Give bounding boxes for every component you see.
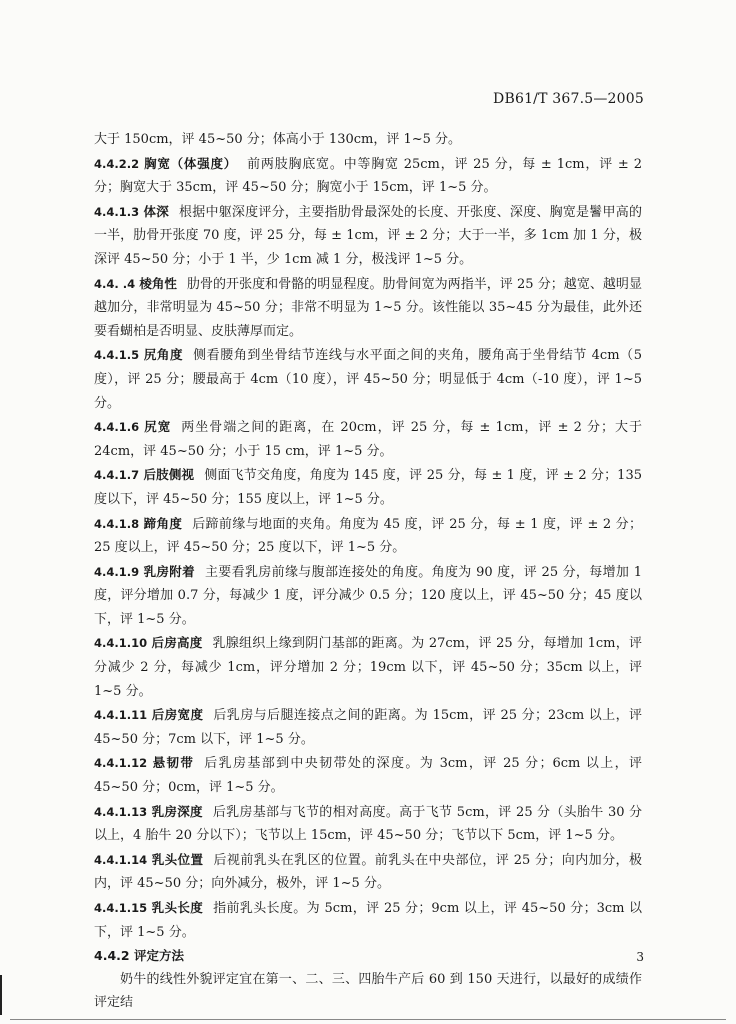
clause-4-4-1-3 [94, 200, 642, 272]
standard-code-header: DB61/T 367.5—2005 [493, 91, 644, 107]
page-number: 3 [636, 950, 644, 964]
clause-number: 4.4.1.10 [94, 636, 148, 651]
clause-number: 4.4.2.2 [94, 156, 140, 171]
clause-number: 4.4.1.9 [94, 564, 140, 579]
clause-4-4-1-10 [94, 631, 642, 703]
closing-text: 奶牛的线性外貌评定宜在第一、二、三、四胎牛产后 60 到 150 天进行，以最好的成绩作评定结 [94, 971, 642, 1011]
clause-title: 尻宽 [144, 419, 172, 435]
clause-4-4-1-15 [94, 896, 642, 944]
clause-text: 指前乳头长度。为 5cm，评 25 分；9cm 以上，评 45~50 分；3cm 以下，评 1~5 分。 [94, 901, 642, 940]
clause-4-4-1-8 [94, 512, 642, 560]
clause-title: 乳头位置 [151, 851, 204, 867]
clause-text: 后蹄前缘与地面的夹角。角度为 45 度，评 25 分，每 ± 1 度，评 ± 2 分；25 度以上，评 45~50 分；25 度以下，评 1~5 分。 [94, 516, 642, 556]
clause-title: 乳头长度 [151, 900, 204, 915]
clause-number: 4.4.1.8 [94, 516, 140, 531]
clause-title: 后房宽度 [151, 707, 204, 723]
clause-number: 4.4.1.15 [94, 901, 148, 915]
clause-4-4-1-5 [94, 343, 642, 415]
clause-number: 4.4.1.7 [94, 468, 140, 483]
clause-title: 尻角度 [143, 347, 184, 363]
clause-4-4-1-12 [94, 751, 642, 799]
clause-4-4-1-6 [94, 415, 642, 463]
clause-4-4-1-9 [94, 560, 642, 632]
clause-text: 后乳房基部到中央韧带处的深度。为 3cm，评 25 分；6cm 以上，评 45~50 分；0cm，评 1~5 分。 [94, 756, 642, 796]
clause-4-4-1-14 [94, 848, 642, 896]
clause-title: 悬韧带 [152, 755, 195, 771]
clause-4-4-2-2 [94, 152, 642, 200]
clause-title: 蹄角度 [143, 515, 183, 531]
clause-number: 4.4.1.12 [94, 756, 148, 771]
closing-paragraph [94, 968, 642, 1015]
clause-number: 4.4. .4 [94, 276, 136, 291]
document-body [94, 128, 642, 1015]
clause-4-4-1-11 [94, 703, 642, 751]
clause-text: 侧看腰角到坐骨结节连线与水平面之间的夹角，腰角高于坐骨结节 4cm（5 度），评 25 分；腰最高于 4cm（10 度），评 45~50 分；明显低于 4cm（-10 度），评 1~5 分。 [94, 348, 642, 411]
clause-text: 侧面飞节交角度，角度为 145 度，评 25 分，每 ± 1 度，评 ± 2 分；135 度以下，评 45~50 分；155 度以上，评 1~5 分。 [94, 468, 642, 507]
scan-bottom-mark [10, 1019, 726, 1020]
clause-title: 棱角性 [139, 275, 177, 291]
clause-title: 乳房附着 [143, 563, 195, 579]
clause-number: 4.4.1.14 [94, 852, 148, 867]
clause-title: 体深 [143, 203, 169, 219]
clause-4-4-1-4 [94, 272, 642, 344]
clause-title: 后房高度 [151, 635, 203, 651]
clause-text: 两坐骨端之间的距离，在 20cm，评 25 分，每 ± 1cm，评 ± 2 分；大于 24cm，评 45~50 分；小于 15 cm，评 1~5 分。 [94, 420, 642, 459]
clause-title: 胸宽（体强度） [144, 155, 238, 171]
section-number: 4.4.2 [94, 948, 130, 964]
paragraph-text: 大于 150cm，评 45~50 分；体高小于 130cm，评 1~5 分。 [94, 132, 462, 147]
clause-title: 后肢侧视 [143, 467, 195, 483]
section-heading [94, 944, 642, 968]
clause-text: 乳腺组织上缘到阴门基部的距离。为 27cm，评 25 分，每增加 1cm，评分减少 2 分，每减少 1cm，评分增加 2 分；19cm 以下，评 45~50 分；35cm 以上，评 1~5 分。 [94, 636, 642, 699]
clause-text: 后视前乳头在乳区的位置。前乳头在中央部位，评 25 分；向内加分，极内，评 45~50 分；向外减分，极外，评 1~5 分。 [94, 852, 642, 892]
clause-4-4-1-7 [94, 463, 642, 511]
clause-text: 前两肢胸底宽。中等胸宽 25cm，评 25 分，每 ± 1cm，评 ± 2 分；胸宽大于 35cm，评 45~50 分；胸宽小于 15cm，评 1~5 分。 [94, 156, 642, 196]
scan-margin-mark [0, 975, 2, 1015]
clause-text: 后乳房与后腿连接点之间的距离。为 15cm，评 25 分；23cm 以上，评 45~50 分；7cm 以下，评 1~5 分。 [94, 708, 642, 747]
clause-4-4-1-13 [94, 800, 642, 848]
paragraph-continued [94, 128, 642, 152]
clause-number: 4.4.1.3 [94, 204, 140, 219]
clause-text: 根据中躯深度评分，主要指肋骨最深处的长度、开张度、深度、胸宽是鬐甲高的一半，肋骨开张度 70 度，评 25 分，每 ± 1cm，评 ± 2 分；大于一半，多 1cm 加 1 分，极深评 45~50 分；小于 1 半，少 1cm 减 1 分，极浅评 1~5 分。 [94, 204, 642, 267]
clause-text: 主要看乳房前缘与腹部连接处的角度。角度为 90 度，评 25 分，每增加 1 度，评分增加 0.7 分，每减少 1 度，评分减少 0.5 分；120 度以上，评 45~50 分；45 度以下，评 1~5 分。 [94, 564, 642, 627]
clause-number: 4.4.1.13 [94, 804, 148, 819]
clause-number: 4.4.1.6 [94, 420, 140, 435]
clause-number: 4.4.1.5 [94, 348, 140, 363]
clause-number: 4.4.1.11 [94, 708, 148, 723]
clause-text: 后乳房基部与飞节的相对高度。高于飞节 5cm，评 25 分（头胎牛 30 分以上，4 胎牛 20 分以下）；飞节以上 15cm，评 45~50 分；飞节以下 5cm，评 1~5 分。 [94, 804, 642, 844]
clause-text: 肋骨的开张度和骨骼的明显程度。肋骨间宽为两指半，评 25 分；越宽、越明显越加分，非常明显为 45~50 分；非常不明显为 1~5 分。该性能以 35~45 分为最佳，此外还要看蝴柏是否明显、皮肤薄厚而定。 [94, 276, 642, 339]
clause-title: 乳房深度 [151, 803, 203, 819]
section-title: 评定方法 [133, 948, 184, 964]
